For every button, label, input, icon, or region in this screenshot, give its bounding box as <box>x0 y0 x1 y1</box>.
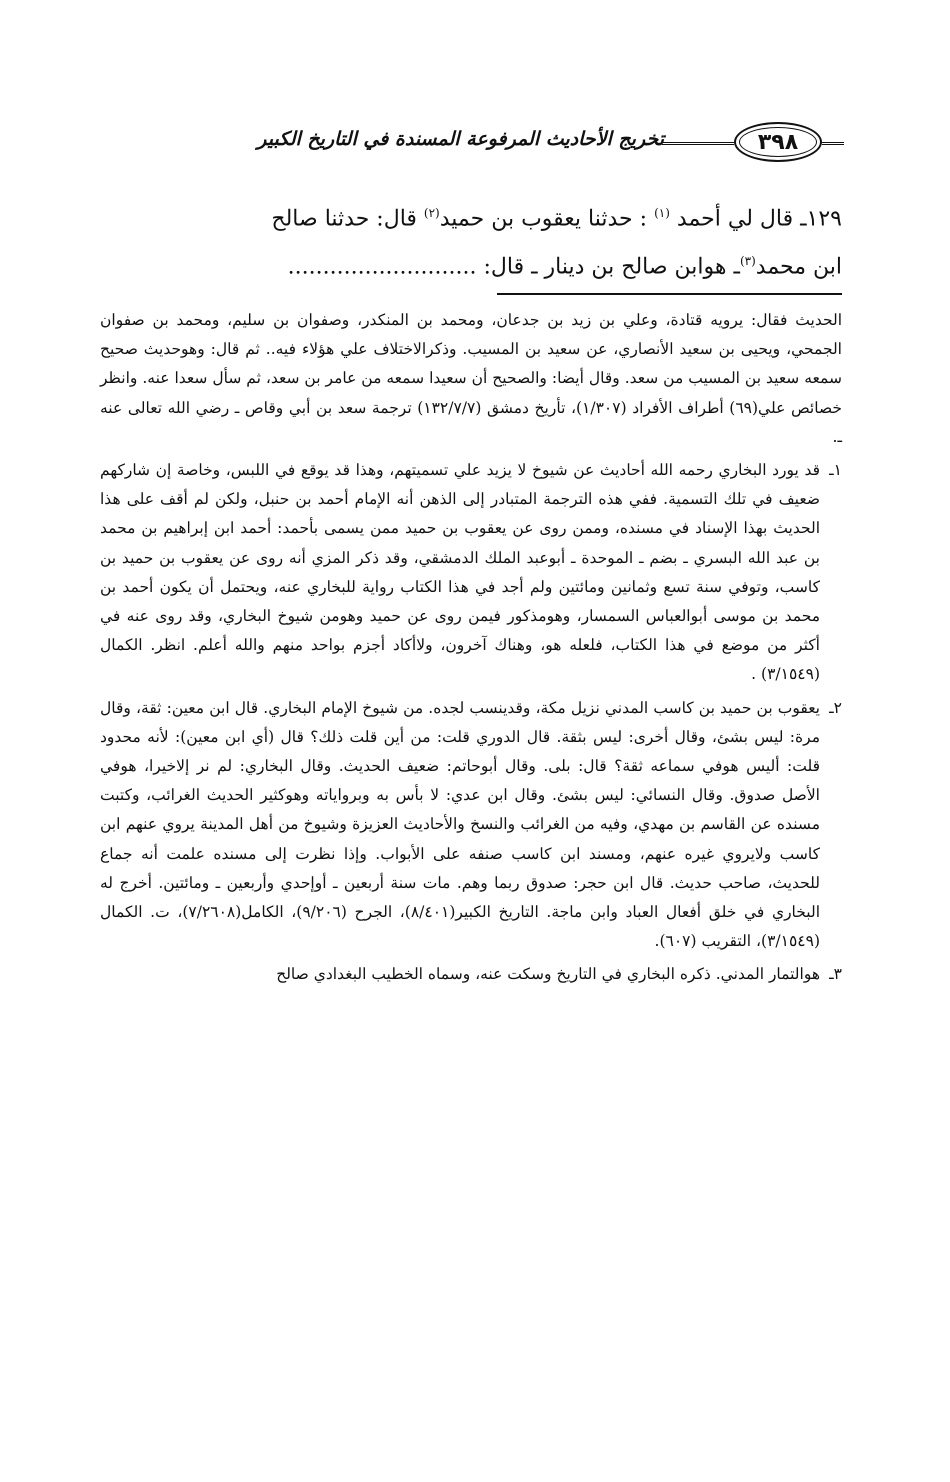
hadith-line-2: ابن محمد$^{(٣)}$ـ هوابن صالح بن دينار ـ قال: ........................... <box>287 254 842 280</box>
footnote-text: هوالتمار المدني. ذكره البخاري في التاريخ وسكت عنه، وسماه الخطيب البغدادي صالح <box>276 965 820 984</box>
page-number: ٣٩٨ <box>757 129 799 155</box>
running-header <box>108 120 844 170</box>
footnote-3 <box>100 960 842 989</box>
footnote-number: ٢ـ <box>829 698 842 717</box>
footnote-1 <box>100 456 842 690</box>
footnote-ref-1: (١) <box>654 206 670 220</box>
footnote-ref-2: (٢) <box>423 206 440 220</box>
footnote-text: يعقوب بن حميد بن كاسب المدني نزيل مكة، وقدينسب لجده. من شيوخ الإمام البخاري. قال ابن معين: ثقة، وقال مرة: ليس بشئ، وقال أخرى: ليس بثقة. قال الدوري قلت: من أين قلت ذلك؟ قال (أي ابن معين): لأنه محدود قلت: أليس هوفي سماعه ثقة؟ قال: بلى. وقال أبوحاتم: ضعيف الحديث. وقال البخاري: لم نر إلاخيرا، هوفي الأصل صدوق. وقال النسائي: ليس بشئ. وقال ابن عدي: لا بأس به وبرواياته وهوكثير الحديث الغرائب، وكتبت مسنده عن القاسم بن مهدي، وفيه من الغرائب والنسخ والأحاديث العزيزة وشيوخ من أهل المدينة يروي عنهم ابن كاسب ولايروي غيره عنهم، ومسند ابن كاسب صنفه على الأبواب. وإذا نظرت إلى مسنده علمت أنه جماع للحديث، صاحب حديث. قال ابن حجر: صدوق ربما وهم. مات سنة أربعين ـ أوإحدي وأربعين ـ ومائتين. أخرج له البخاري في خلق أفعال العباد وابن ماجة. التاريخ الكبير(٨/٤٠١)، الجرح (٩/٢٠٦)، الكامل(٧/٢٦٠٨)، ت. الكمال (٣/١٥٤٩)، التقريب (٦٠٧). <box>100 698 820 951</box>
footnote-ref-3: (٣) <box>739 254 756 269</box>
header-rule <box>822 142 844 148</box>
footnote-number: ٣ـ <box>829 965 842 984</box>
footnote-separator <box>497 293 842 295</box>
hadith-text <box>106 192 842 289</box>
footnote-number: ١ـ <box>829 461 842 480</box>
footnote-text: قد يورد البخاري رحمه الله أحاديث عن شيوخ لا يزيد علي تسميتهم، وهذا قد يوقع في اللبس، وخاصة إن شاركهم ضعيف في تلك التسمية. ففي هذه الترجمة المتبادر إلى الذهن أنه الإمام أحمد بن حنبل، ولكن لم أقف على هذا الحديث بهذا الإسناد في مسنده، وممن روى عن يعقوب بن حميد ممن يسمى بأحمد: أحمد ابن إبراهيم بن محمد بن عبد الله البسري ـ بضم ـ الموحدة ـ أبوعبد الملك الدمشقي، وقد ذكر المزي أنه روى عن يعقوب بن حميد بن كاسب، وتوفي سنة تسع وثمانين ومائتين ولم أجد في هذا الكتاب رواية للبخاري عنه، ويحتمل أن يكون أحمد بن محمد بن موسى أبوالعباس السمسار، وهومذكور فيمن روى عن حميد وهومن شيوخ البخاري، وقد روى عنه في أكثر من موضع في هذا الكتاب، فلعله هو، وهناك آخرون، ولاأكاد أجزم بواحد منهم والله أعلم. انظر. الكمال (٣/١٥٤٩) . <box>100 461 820 684</box>
book-title: تخريج الأحاديث المرفوعة المسندة في التاريخ الكبير <box>257 128 664 150</box>
footnote-2 <box>100 694 842 957</box>
header-rule <box>662 142 734 148</box>
page-number-ornament <box>734 122 822 162</box>
footnote-continuation: الحديث فقال: يرويه قتادة، وعلي بن زيد بن جدعان، ومحمد بن المنكدر، وصفوان بن سليم، ومحمد بن صفوان الجمحي، ويحيى بن سعيد الأنصاري، عن سعيد بن المسيب. وذكرالاختلاف علي هؤلاء فيه.. ثم قال: وهوحديث صحيح سمعه سعيد بن المسيب من سعد. وقال أيضا: والصحيح أن سعيدا سمعه من عامر بن سعد، ثم سأل سعدا عنه. وانظر خصائص علي(٦٩) أطراف الأفراد (١/٣٠٧)، تأريخ دمشق (١٣٢/٧/٧) ترجمة سعد بن أبي وقاص ـ رضي الله تعالى عنه ـ. <box>100 311 842 446</box>
footnotes <box>100 306 842 990</box>
hadith-line-1: ١٢٩ـ قال لي أحمد $^{(١)}$ : حدثنا يعقوب بن حميد$^{(٢)}$ قال: حدثنا صالح <box>271 206 842 232</box>
